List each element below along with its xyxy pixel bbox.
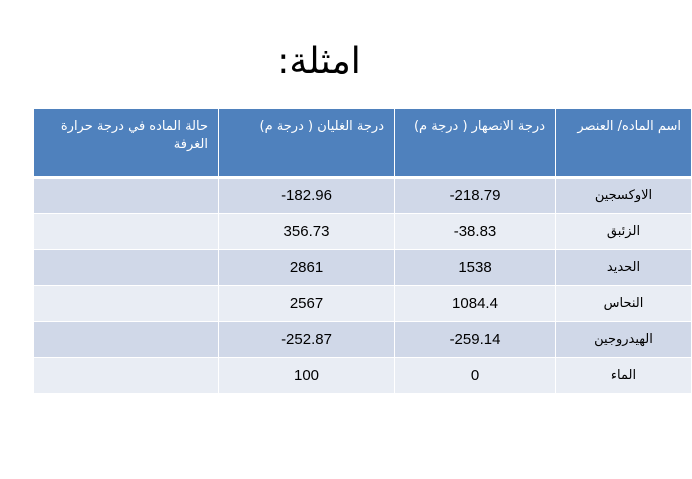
cell-element-name: الماء bbox=[556, 357, 692, 393]
cell-state bbox=[34, 177, 219, 213]
elements-table bbox=[33, 109, 692, 394]
cell-state bbox=[34, 285, 219, 321]
slide-title: امثلة: bbox=[277, 41, 361, 82]
cell-melting-point: 1084.4 bbox=[395, 285, 556, 321]
cell-melting-point: 0 bbox=[395, 357, 556, 393]
table-row bbox=[34, 249, 692, 285]
cell-boiling-point: -252.87 bbox=[219, 321, 395, 357]
cell-state bbox=[34, 357, 219, 393]
cell-melting-point: 1538 bbox=[395, 249, 556, 285]
cell-boiling-point: -182.96 bbox=[219, 177, 395, 213]
header-melting-point: درجة الانصهار ( درجة م) bbox=[395, 109, 556, 177]
table-row bbox=[34, 177, 692, 213]
table-row bbox=[34, 321, 692, 357]
cell-element-name: الهيدروجين bbox=[556, 321, 692, 357]
cell-boiling-point: 2567 bbox=[219, 285, 395, 321]
table-row bbox=[34, 213, 692, 249]
header-room-temp-state: حالة الماده في درجة حرارة الغرفة bbox=[34, 109, 219, 177]
cell-melting-point: -259.14 bbox=[395, 321, 556, 357]
cell-element-name: الزئبق bbox=[556, 213, 692, 249]
cell-boiling-point: 356.73 bbox=[219, 213, 395, 249]
cell-melting-point: -218.79 bbox=[395, 177, 556, 213]
table-row bbox=[34, 285, 692, 321]
elements-table-container bbox=[33, 109, 681, 394]
table-header-row bbox=[34, 109, 692, 177]
cell-element-name: الحديد bbox=[556, 249, 692, 285]
cell-element-name: النحاس bbox=[556, 285, 692, 321]
cell-boiling-point: 2861 bbox=[219, 249, 395, 285]
header-boiling-point: درجة الغليان ( درجة م) bbox=[219, 109, 395, 177]
header-element-name: اسم الماده/ العنصر bbox=[556, 109, 692, 177]
cell-melting-point: -38.83 bbox=[395, 213, 556, 249]
cell-state bbox=[34, 321, 219, 357]
cell-element-name: الاوكسجين bbox=[556, 177, 692, 213]
cell-boiling-point: 100 bbox=[219, 357, 395, 393]
cell-state bbox=[34, 249, 219, 285]
table-row bbox=[34, 357, 692, 393]
cell-state bbox=[34, 213, 219, 249]
